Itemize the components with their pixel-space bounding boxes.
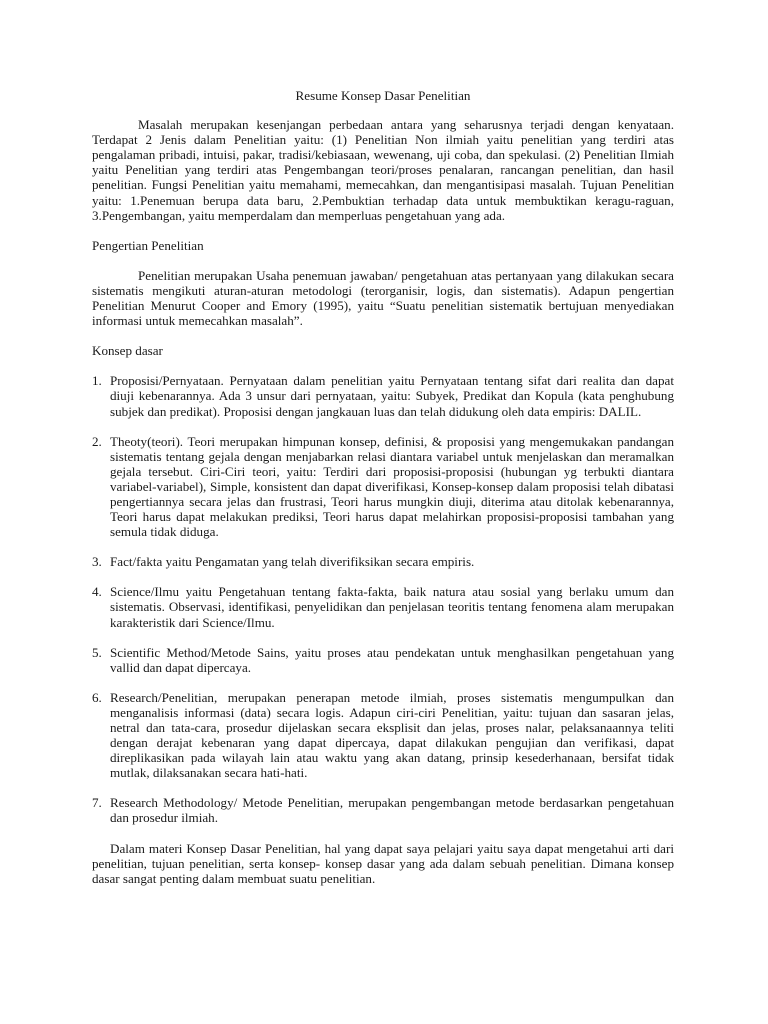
list-item-text: Fact/fakta yaitu Pengamatan yang telah diverifiksikan secara empiris. xyxy=(110,554,475,570)
pengertian-paragraph: Penelitian merupakan Usaha penemuan jawaban/ pengetahuan atas pertanyaan yang dilakukan secara sistematis mengikuti aturan-aturan metodologi (terorganisir, logis, dan sistematis). Adapun pengertian Penelitian Menurut Cooper and Emory (1995), yaitu “Suatu penelitian sistematik bertujuan menyediakan informasi untuk memecahkan masalah”. xyxy=(92,267,674,329)
document-title: Resume Konsep Dasar Penelitian xyxy=(295,88,471,103)
list-item xyxy=(92,690,674,781)
list-item-number: 7. xyxy=(92,795,102,811)
document-page xyxy=(92,88,674,886)
list-item-number: 3. xyxy=(92,554,102,570)
section-heading-konsep: Konsep dasar xyxy=(92,343,163,359)
list-item-text: Science/Ilmu yaitu Pengetahuan tentang fakta-fakta, baik natura atau sosial yang berlaku umum dan sistematis. Observasi, identifikasi, penyelidikan dan penjelasan teoritis tentang fenomena alam merupakan karakteristik dari Science/Ilmu. xyxy=(110,584,674,630)
list-item-text: Proposisi/Pernyataan. Pernyataan dalam penelitian yaitu Pernyataan tentang sifat dari realita dan dapat diuji kebenarannya. Ada 3 unsur dari pernyataan, yaitu: Subyek, Predikat dan Kopula (kata penghubung subjek dan predikat). Proposisi dengan jangkauan luas dan telah didukung oleh data empiris: DALIL. xyxy=(110,373,674,419)
intro-paragraph: Masalah merupakan kesenjangan perbedaan antara yang seharusnya terjadi dengan kenyataan. Terdapat 2 Jenis dalam Penelitian yaitu: (1) Penelitian Non ilmiah yaitu penelitian yang terdiri atas pengalaman pribadi, intuisi, pakar, tradisi/kebiasaan, wewenang, uji coba, dan spekulasi. (2) Penelitian Ilmiah yaitu Penelitian yang terdiri atas Pengembangan teori/proses penalaran, rancangan penelitian, dan hasil penelitian. Fungsi Penelitian yaitu memahami, memecahkan, dan mengantisipasi masalah. Tujuan Penelitian yaitu: 1.Penemuan berupa data baru, 2.Pembuktian terhadap data untuk membuktikan keragu-raguan, 3.Pengembangan, yaitu memperdalam dan memperluas pengetahuan yang ada. xyxy=(92,117,674,223)
list-item-text: Research/Penelitian, merupakan penerapan metode ilmiah, proses sistematis mengumpulkan dan menganalisis informasi (data) secara logis. Adapun ciri-ciri Penelitian, yaitu: tujuan dan sasaran jelas, netral dan tata-cara, prosedur dijelaskan secara eksplisit dan jelas, proses nalar, pelaksanaannya teliti dengan derajat kebenaran yang dapat dipercaya, dapat dilakukan pengujian dan verifikasi, dapat direplikasikan pada wilayah lain atau waktu yang akan datang, prinsip kesederhanaan, bersifat tidak mutlak, dilaksanakan secara hati-hati. xyxy=(110,689,674,781)
list-item xyxy=(92,434,674,540)
list-item xyxy=(92,373,674,418)
list-item-text: Theoty(teori). Teori merupakan himpunan konsep, definisi, & proposisi yang mengemukakan pandangan sistematis tentang gejala dengan menjabarkan relasi diantara variabel untuk menjelaskan dan meramalkan gejala tersebut. Ciri-Ciri teori, yaitu: Terdiri dari proposisi-proposisi (hubungan yg terbukti diantara variabel-variabel), Simple, konsistent dan dapat diverifikasi, Konsep-konsep dalam proposisi telah dibatasi pengertiannya secara jelas dan frustrasi, Teori harus mungkin diuji, diterima atau ditolak kebenarannya, Teori harus dapat melakukan prediksi, Teori harus dapat melahirkan proposisi-proposisi tambahan yang semula tidak diduga. xyxy=(110,433,674,540)
konsep-list xyxy=(92,373,674,825)
list-item-number: 2. xyxy=(92,433,102,449)
list-item-text: Research Methodology/ Metode Penelitian, merupakan pengembangan metode berdasarkan pengetahuan dan prosedur ilmiah. xyxy=(110,795,674,826)
closing-paragraph: Dalam materi Konsep Dasar Penelitian, hal yang dapat saya pelajari yaitu saya dapat mengetahui arti dari penelitian, tujuan penelitian, serta konsep- konsep dasar yang ada dalam sebuah penelitian. Dimana konsep dasar sangat penting dalam membuat suatu penelitian. xyxy=(92,840,674,886)
section-heading-pengertian: Pengertian Penelitian xyxy=(92,237,204,253)
list-item-number: 6. xyxy=(92,689,102,705)
list-item-number: 1. xyxy=(92,373,102,389)
list-item-number: 4. xyxy=(92,584,102,600)
list-item xyxy=(92,554,674,569)
list-item xyxy=(92,645,674,675)
list-item xyxy=(92,795,674,825)
list-item-text: Scientific Method/Metode Sains, yaitu proses atau pendekatan untuk menghasilkan pengetahuan yang vallid dan dapat dipercaya. xyxy=(110,644,674,675)
list-item xyxy=(92,584,674,629)
list-item-number: 5. xyxy=(92,644,102,660)
